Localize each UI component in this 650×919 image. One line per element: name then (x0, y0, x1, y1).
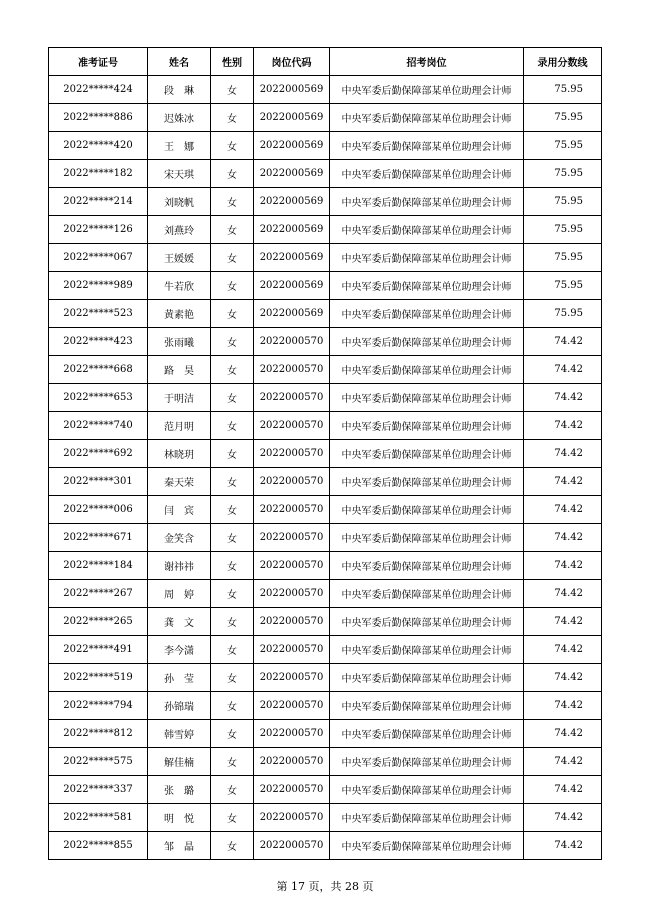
table-row (49, 832, 602, 860)
gender-cell: 女 (211, 692, 254, 720)
gender-cell: 女 (211, 412, 254, 440)
exam-id-cell: 2022*****794 (49, 692, 148, 720)
position-cell: 中央军委后勤保障部某单位助理会计师 (330, 580, 524, 608)
header-name: 姓名 (148, 48, 211, 76)
exam-id-cell: 2022*****301 (49, 468, 148, 496)
gender-cell: 女 (211, 216, 254, 244)
position-code-cell: 2022000569 (254, 160, 330, 188)
page-number: 第 17 页，共 28 页 (276, 880, 374, 893)
exam-id-cell: 2022*****006 (49, 496, 148, 524)
table-row (49, 776, 602, 804)
position-code-cell: 2022000570 (254, 636, 330, 664)
position-cell: 中央军委后勤保障部某单位助理会计师 (330, 496, 524, 524)
table-row (49, 412, 602, 440)
score-cell: 74.42 (524, 384, 602, 412)
position-cell: 中央军委后勤保障部某单位助理会计师 (330, 440, 524, 468)
gender-cell: 女 (211, 580, 254, 608)
name-cell: 秦天荣 (148, 468, 211, 496)
gender-cell: 女 (211, 440, 254, 468)
exam-id-cell: 2022*****423 (49, 328, 148, 356)
gender-cell: 女 (211, 468, 254, 496)
position-cell: 中央军委后勤保障部某单位助理会计师 (330, 132, 524, 160)
name-cell: 闫 宾 (148, 496, 211, 524)
exam-id-cell: 2022*****653 (49, 384, 148, 412)
score-cell: 74.42 (524, 412, 602, 440)
gender-cell: 女 (211, 608, 254, 636)
table-row (49, 440, 602, 468)
score-cell: 75.95 (524, 300, 602, 328)
position-code-cell: 2022000570 (254, 692, 330, 720)
score-cell: 74.42 (524, 748, 602, 776)
name-cell: 牛若欣 (148, 272, 211, 300)
exam-id-cell: 2022*****740 (49, 412, 148, 440)
exam-id-cell: 2022*****575 (49, 748, 148, 776)
position-cell: 中央军委后勤保障部某单位助理会计师 (330, 664, 524, 692)
position-cell: 中央军委后勤保障部某单位助理会计师 (330, 552, 524, 580)
exam-id-cell: 2022*****067 (49, 244, 148, 272)
score-cell: 74.42 (524, 636, 602, 664)
exam-id-cell: 2022*****989 (49, 272, 148, 300)
position-code-cell: 2022000569 (254, 188, 330, 216)
gender-cell: 女 (211, 132, 254, 160)
exam-id-cell: 2022*****214 (49, 188, 148, 216)
position-cell: 中央军委后勤保障部某单位助理会计师 (330, 244, 524, 272)
gender-cell: 女 (211, 496, 254, 524)
gender-cell: 女 (211, 300, 254, 328)
name-cell: 王媛媛 (148, 244, 211, 272)
table-row (49, 384, 602, 412)
position-code-cell: 2022000570 (254, 832, 330, 860)
score-cell: 74.42 (524, 328, 602, 356)
gender-cell: 女 (211, 720, 254, 748)
gender-cell: 女 (211, 356, 254, 384)
position-code-cell: 2022000570 (254, 328, 330, 356)
position-code-cell: 2022000569 (254, 132, 330, 160)
score-cell: 75.95 (524, 244, 602, 272)
exam-id-cell: 2022*****337 (49, 776, 148, 804)
score-cell: 74.42 (524, 496, 602, 524)
gender-cell: 女 (211, 104, 254, 132)
gender-cell: 女 (211, 272, 254, 300)
gender-cell: 女 (211, 804, 254, 832)
score-cell: 74.42 (524, 664, 602, 692)
score-cell: 74.42 (524, 720, 602, 748)
position-cell: 中央军委后勤保障部某单位助理会计师 (330, 328, 524, 356)
exam-id-cell: 2022*****424 (49, 76, 148, 104)
table-row (49, 804, 602, 832)
gender-cell: 女 (211, 664, 254, 692)
table-row (49, 524, 602, 552)
score-cell: 74.42 (524, 468, 602, 496)
position-cell: 中央军委后勤保障部某单位助理会计师 (330, 776, 524, 804)
table-row (49, 132, 602, 160)
score-cell: 75.95 (524, 160, 602, 188)
score-cell: 74.42 (524, 440, 602, 468)
name-cell: 刘燕玲 (148, 216, 211, 244)
position-cell: 中央军委后勤保障部某单位助理会计师 (330, 608, 524, 636)
exam-id-cell: 2022*****184 (49, 552, 148, 580)
exam-id-cell: 2022*****668 (49, 356, 148, 384)
position-cell: 中央军委后勤保障部某单位助理会计师 (330, 76, 524, 104)
score-cell: 75.95 (524, 272, 602, 300)
exam-id-cell: 2022*****519 (49, 664, 148, 692)
table-row (49, 720, 602, 748)
position-cell: 中央军委后勤保障部某单位助理会计师 (330, 412, 524, 440)
table-row (49, 244, 602, 272)
name-cell: 路 昊 (148, 356, 211, 384)
position-cell: 中央军委后勤保障部某单位助理会计师 (330, 188, 524, 216)
gender-cell: 女 (211, 76, 254, 104)
position-cell: 中央军委后勤保障部某单位助理会计师 (330, 104, 524, 132)
table-header-row (49, 48, 602, 76)
gender-cell: 女 (211, 384, 254, 412)
table-row (49, 216, 602, 244)
position-cell: 中央军委后勤保障部某单位助理会计师 (330, 216, 524, 244)
name-cell: 黄素艳 (148, 300, 211, 328)
position-cell: 中央军委后勤保障部某单位助理会计师 (330, 748, 524, 776)
score-cell: 74.42 (524, 580, 602, 608)
position-code-cell: 2022000570 (254, 776, 330, 804)
name-cell: 宋天琪 (148, 160, 211, 188)
exam-id-cell: 2022*****886 (49, 104, 148, 132)
exam-id-cell: 2022*****581 (49, 804, 148, 832)
table-row (49, 468, 602, 496)
exam-id-cell: 2022*****523 (49, 300, 148, 328)
header-score-line: 录用分数线 (524, 48, 602, 76)
name-cell: 于明洁 (148, 384, 211, 412)
name-cell: 王 娜 (148, 132, 211, 160)
position-code-cell: 2022000570 (254, 804, 330, 832)
table-row (49, 356, 602, 384)
table-row (49, 748, 602, 776)
table-row (49, 580, 602, 608)
score-cell: 74.42 (524, 524, 602, 552)
name-cell: 李今潇 (148, 636, 211, 664)
table-row (49, 104, 602, 132)
exam-id-cell: 2022*****182 (49, 160, 148, 188)
gender-cell: 女 (211, 244, 254, 272)
position-cell: 中央军委后勤保障部某单位助理会计师 (330, 160, 524, 188)
position-code-cell: 2022000569 (254, 76, 330, 104)
score-cell: 74.42 (524, 776, 602, 804)
gender-cell: 女 (211, 832, 254, 860)
exam-id-cell: 2022*****265 (49, 608, 148, 636)
position-cell: 中央军委后勤保障部某单位助理会计师 (330, 356, 524, 384)
name-cell: 龚 文 (148, 608, 211, 636)
name-cell: 周 婷 (148, 580, 211, 608)
exam-id-cell: 2022*****267 (49, 580, 148, 608)
exam-id-cell: 2022*****692 (49, 440, 148, 468)
gender-cell: 女 (211, 552, 254, 580)
exam-id-cell: 2022*****855 (49, 832, 148, 860)
position-code-cell: 2022000570 (254, 748, 330, 776)
gender-cell: 女 (211, 524, 254, 552)
gender-cell: 女 (211, 636, 254, 664)
gender-cell: 女 (211, 160, 254, 188)
name-cell: 张 璐 (148, 776, 211, 804)
name-cell: 解佳楠 (148, 748, 211, 776)
position-cell: 中央军委后勤保障部某单位助理会计师 (330, 720, 524, 748)
name-cell: 邹 晶 (148, 832, 211, 860)
score-cell: 74.42 (524, 692, 602, 720)
position-code-cell: 2022000570 (254, 356, 330, 384)
table-row (49, 300, 602, 328)
score-cell: 75.95 (524, 76, 602, 104)
exam-id-cell: 2022*****671 (49, 524, 148, 552)
table-row (49, 636, 602, 664)
table-row (49, 76, 602, 104)
table-row (49, 188, 602, 216)
name-cell: 范月明 (148, 412, 211, 440)
position-cell: 中央军委后勤保障部某单位助理会计师 (330, 804, 524, 832)
position-code-cell: 2022000569 (254, 272, 330, 300)
name-cell: 金笑含 (148, 524, 211, 552)
exam-id-cell: 2022*****126 (49, 216, 148, 244)
position-code-cell: 2022000570 (254, 608, 330, 636)
score-cell: 74.42 (524, 608, 602, 636)
score-cell: 74.42 (524, 804, 602, 832)
position-code-cell: 2022000570 (254, 580, 330, 608)
name-cell: 段 琳 (148, 76, 211, 104)
score-cell: 75.95 (524, 104, 602, 132)
position-code-cell: 2022000570 (254, 468, 330, 496)
gender-cell: 女 (211, 776, 254, 804)
position-cell: 中央军委后勤保障部某单位助理会计师 (330, 692, 524, 720)
position-code-cell: 2022000569 (254, 216, 330, 244)
name-cell: 孙锦瑞 (148, 692, 211, 720)
position-cell: 中央军委后勤保障部某单位助理会计师 (330, 468, 524, 496)
table-row (49, 496, 602, 524)
table-row (49, 664, 602, 692)
gender-cell: 女 (211, 748, 254, 776)
position-code-cell: 2022000570 (254, 524, 330, 552)
header-position: 招考岗位 (330, 48, 524, 76)
score-cell: 74.42 (524, 356, 602, 384)
table-row (49, 160, 602, 188)
score-cell: 75.95 (524, 216, 602, 244)
table-row (49, 328, 602, 356)
name-cell: 明 悦 (148, 804, 211, 832)
table-row (49, 692, 602, 720)
gender-cell: 女 (211, 188, 254, 216)
position-code-cell: 2022000570 (254, 384, 330, 412)
exam-id-cell: 2022*****812 (49, 720, 148, 748)
table-row (49, 272, 602, 300)
score-cell: 74.42 (524, 552, 602, 580)
position-code-cell: 2022000570 (254, 440, 330, 468)
position-code-cell: 2022000569 (254, 244, 330, 272)
score-cell: 75.95 (524, 188, 602, 216)
position-cell: 中央军委后勤保障部某单位助理会计师 (330, 300, 524, 328)
table-row (49, 608, 602, 636)
score-cell: 75.95 (524, 132, 602, 160)
name-cell: 谢祎祎 (148, 552, 211, 580)
exam-id-cell: 2022*****491 (49, 636, 148, 664)
name-cell: 韩雪婷 (148, 720, 211, 748)
name-cell: 张雨曦 (148, 328, 211, 356)
header-exam-id: 准考证号 (49, 48, 148, 76)
score-cell: 74.42 (524, 832, 602, 860)
position-code-cell: 2022000570 (254, 720, 330, 748)
header-gender: 性别 (211, 48, 254, 76)
position-code-cell: 2022000570 (254, 412, 330, 440)
position-cell: 中央军委后勤保障部某单位助理会计师 (330, 384, 524, 412)
position-cell: 中央军委后勤保障部某单位助理会计师 (330, 636, 524, 664)
exam-id-cell: 2022*****420 (49, 132, 148, 160)
position-cell: 中央军委后勤保障部某单位助理会计师 (330, 272, 524, 300)
position-cell: 中央军委后勤保障部某单位助理会计师 (330, 832, 524, 860)
results-table (48, 47, 602, 860)
name-cell: 林晓玥 (148, 440, 211, 468)
name-cell: 迟姝冰 (148, 104, 211, 132)
position-cell: 中央军委后勤保障部某单位助理会计师 (330, 524, 524, 552)
name-cell: 刘晓帆 (148, 188, 211, 216)
name-cell: 孙 莹 (148, 664, 211, 692)
position-code-cell: 2022000570 (254, 496, 330, 524)
position-code-cell: 2022000570 (254, 664, 330, 692)
gender-cell: 女 (211, 328, 254, 356)
position-code-cell: 2022000569 (254, 300, 330, 328)
header-position-code: 岗位代码 (254, 48, 330, 76)
table-row (49, 552, 602, 580)
position-code-cell: 2022000569 (254, 104, 330, 132)
position-code-cell: 2022000570 (254, 552, 330, 580)
